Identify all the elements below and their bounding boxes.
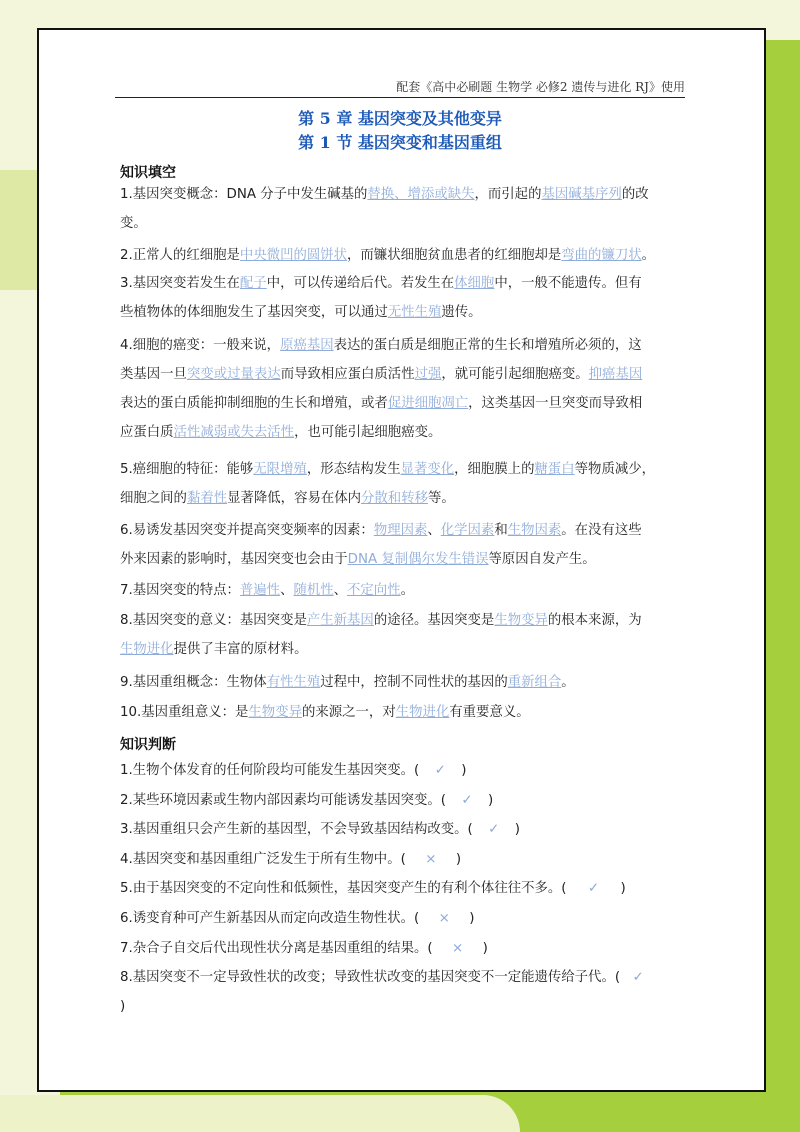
section-title: 第 1 节 基因突变和基因重组 xyxy=(298,133,502,152)
answer-blank: 产生新基因 xyxy=(306,613,374,628)
answer-blank: 糖蛋白 xyxy=(534,462,575,477)
answer-blank: 生物变异 xyxy=(494,613,548,628)
answer-blank: 促进细胞凋亡 xyxy=(387,396,469,411)
fill-question-8: 8.基因突变的意义：基因突变是产生新基因的途径。基因突变是生物变异的根本来源，为 生物进化提供了丰富的原材料。 xyxy=(120,613,642,657)
answer-blank: 随机性 xyxy=(293,583,334,598)
check-mark-icon: ✓ xyxy=(434,763,446,778)
fill-question-9: 9.基因重组概念：生物体有性生殖过程中，控制不同性状的基因的重新组合。 xyxy=(120,675,575,690)
fill-question-1: 1.基因突变概念：DNA 分子中发生碱基的替换、增添或缺失，而引起的基因碱基序列的改 变。 xyxy=(120,187,649,231)
fill-question-5: 5.癌细胞的特征：能够无限增殖，形态结构发生显著变化，细胞膜上的糖蛋白等物质减少， 细胞之间的黏着性显著降低，容易在体内分散和转移等。 xyxy=(120,462,656,506)
fill-question-7: 7.基因突变的特点：普遍性、随机性、不定向性。 xyxy=(120,583,414,598)
answer-blank: 生物进化 xyxy=(395,705,450,720)
judgment-item-6: 6.诱变育种可产生新基因从而定向改造生物性状。( × ) xyxy=(120,904,680,933)
answer-blank: 物理因素 xyxy=(373,523,428,538)
answer-blank: 配子 xyxy=(239,276,267,291)
answer-blank: 不定向性 xyxy=(347,583,401,598)
judgment-item-5: 5.由于基因突变的不定向性和低频性，基因突变产生的有利个体往往不多。( ✓ ) xyxy=(120,874,680,903)
judgment-item-8: 8.基因突变不一定导致性状的改变；导致性状改变的基因突变不一定能遗传给子代。( ✓ ) xyxy=(120,963,680,1021)
cross-mark-icon: × xyxy=(451,941,464,956)
answer-blank: 过强 xyxy=(414,367,442,382)
page-header: 配套《高中必刷题 生物学 必修2 遗传与进化 RJ》使用 xyxy=(396,80,685,94)
answer-blank: 普遍性 xyxy=(239,583,281,598)
judgment-item-3: 3.基因重组只会产生新的基因型，不会导致基因结构改变。( ✓ ) xyxy=(120,815,680,844)
answer-blank: 突变或过量表达 xyxy=(186,367,281,382)
answer-blank: 中央微凹的圆饼状 xyxy=(239,248,348,263)
fill-in-heading: 知识填空 xyxy=(120,165,176,181)
answer-blank: 黏着性 xyxy=(186,491,228,506)
background-bottom-band xyxy=(0,1095,520,1132)
fill-question-3: 3.基因突变若发生在配子中，可以传递给后代。若发生在体细胞中，一般不能遗传。但有 些植物体的体细胞发生了基因突变，可以通过无性生殖遗传。 xyxy=(120,276,642,320)
answer-blank: 替换、增添或缺失 xyxy=(367,187,475,202)
fill-question-2: 2.正常人的红细胞是中央微凹的圆饼状，而镰状细胞贫血患者的红细胞却是弯曲的镰刀状。 xyxy=(120,248,656,263)
fill-question-6: 6.易诱发基因突变并提高突变频率的因素：物理因素、化学因素和生物因素。在没有这些 外来因素的影响时，基因突变也会由于DNA 复制偶尔发生错误等原因自发产生。 xyxy=(120,523,642,567)
answer-blank: 无性生殖 xyxy=(387,305,442,320)
answer-blank: 化学因素 xyxy=(440,523,495,538)
cross-mark-icon: × xyxy=(438,911,450,926)
answer-blank: 体细胞 xyxy=(454,276,495,291)
answer-blank: 生物进化 xyxy=(120,642,174,657)
judgment-heading: 知识判断 xyxy=(120,737,176,753)
answer-blank: 抑癌基因 xyxy=(588,367,643,382)
judgment-item-4: 4.基因突变和基因重组广泛发生于所有生物中。( × ) xyxy=(120,845,680,874)
answer-blank: 有性生殖 xyxy=(266,675,321,690)
judgment-item-2: 2.某些环境因素或生物内部因素均可能诱发基因突变。( ✓ ) xyxy=(120,786,680,815)
check-mark-icon: ✓ xyxy=(632,970,644,985)
answer-blank: 无限增殖 xyxy=(253,462,307,477)
judgment-item-1: 1.生物个体发育的任何阶段均可能发生基因突变。( ✓ ) xyxy=(120,756,680,785)
check-mark-icon: ✓ xyxy=(587,881,600,896)
check-mark-icon: ✓ xyxy=(488,822,500,837)
chapter-title: 第 5 章 基因突变及其他变异 xyxy=(298,109,502,128)
fill-question-4: 4.细胞的癌变：一般来说，原癌基因表达的蛋白质是细胞正常的生长和增殖所必须的，这 类基因一旦突变或过量表达而导致相应蛋白质活性过强，就可能引起细胞癌变。抑癌基因 表达的蛋白质能抑制细胞的生长和增殖，或者促进细胞凋亡，这类基因一旦突变而导致相 应蛋白质活性减弱或失去活性，也可能引起细胞癌变。 xyxy=(120,338,643,440)
answer-blank: 生物变异 xyxy=(248,705,302,720)
fill-question-10: 10.基因重组意义：是生物变异的来源之一，对生物进化有重要意义。 xyxy=(120,705,530,720)
answer-blank: 分散和转移 xyxy=(361,491,428,506)
answer-blank: 原癌基因 xyxy=(280,338,334,353)
answer-blank: 弯曲的镰刀状 xyxy=(561,248,642,263)
check-mark-icon: ✓ xyxy=(461,793,473,808)
answer-blank: 显著变化 xyxy=(400,462,455,477)
answer-blank: 生物因素 xyxy=(507,523,562,538)
answer-blank: DNA 复制偶尔发生错误 xyxy=(347,552,489,567)
header-divider xyxy=(115,97,685,98)
judgment-item-7: 7.杂合子自交后代出现性状分离是基因重组的结果。( × ) xyxy=(120,934,680,963)
answer-blank: 基因碱基序列 xyxy=(541,187,622,202)
cross-mark-icon: × xyxy=(425,852,437,867)
answer-blank: 重新组合 xyxy=(507,675,562,690)
answer-blank: 活性减弱或失去活性 xyxy=(173,425,295,440)
